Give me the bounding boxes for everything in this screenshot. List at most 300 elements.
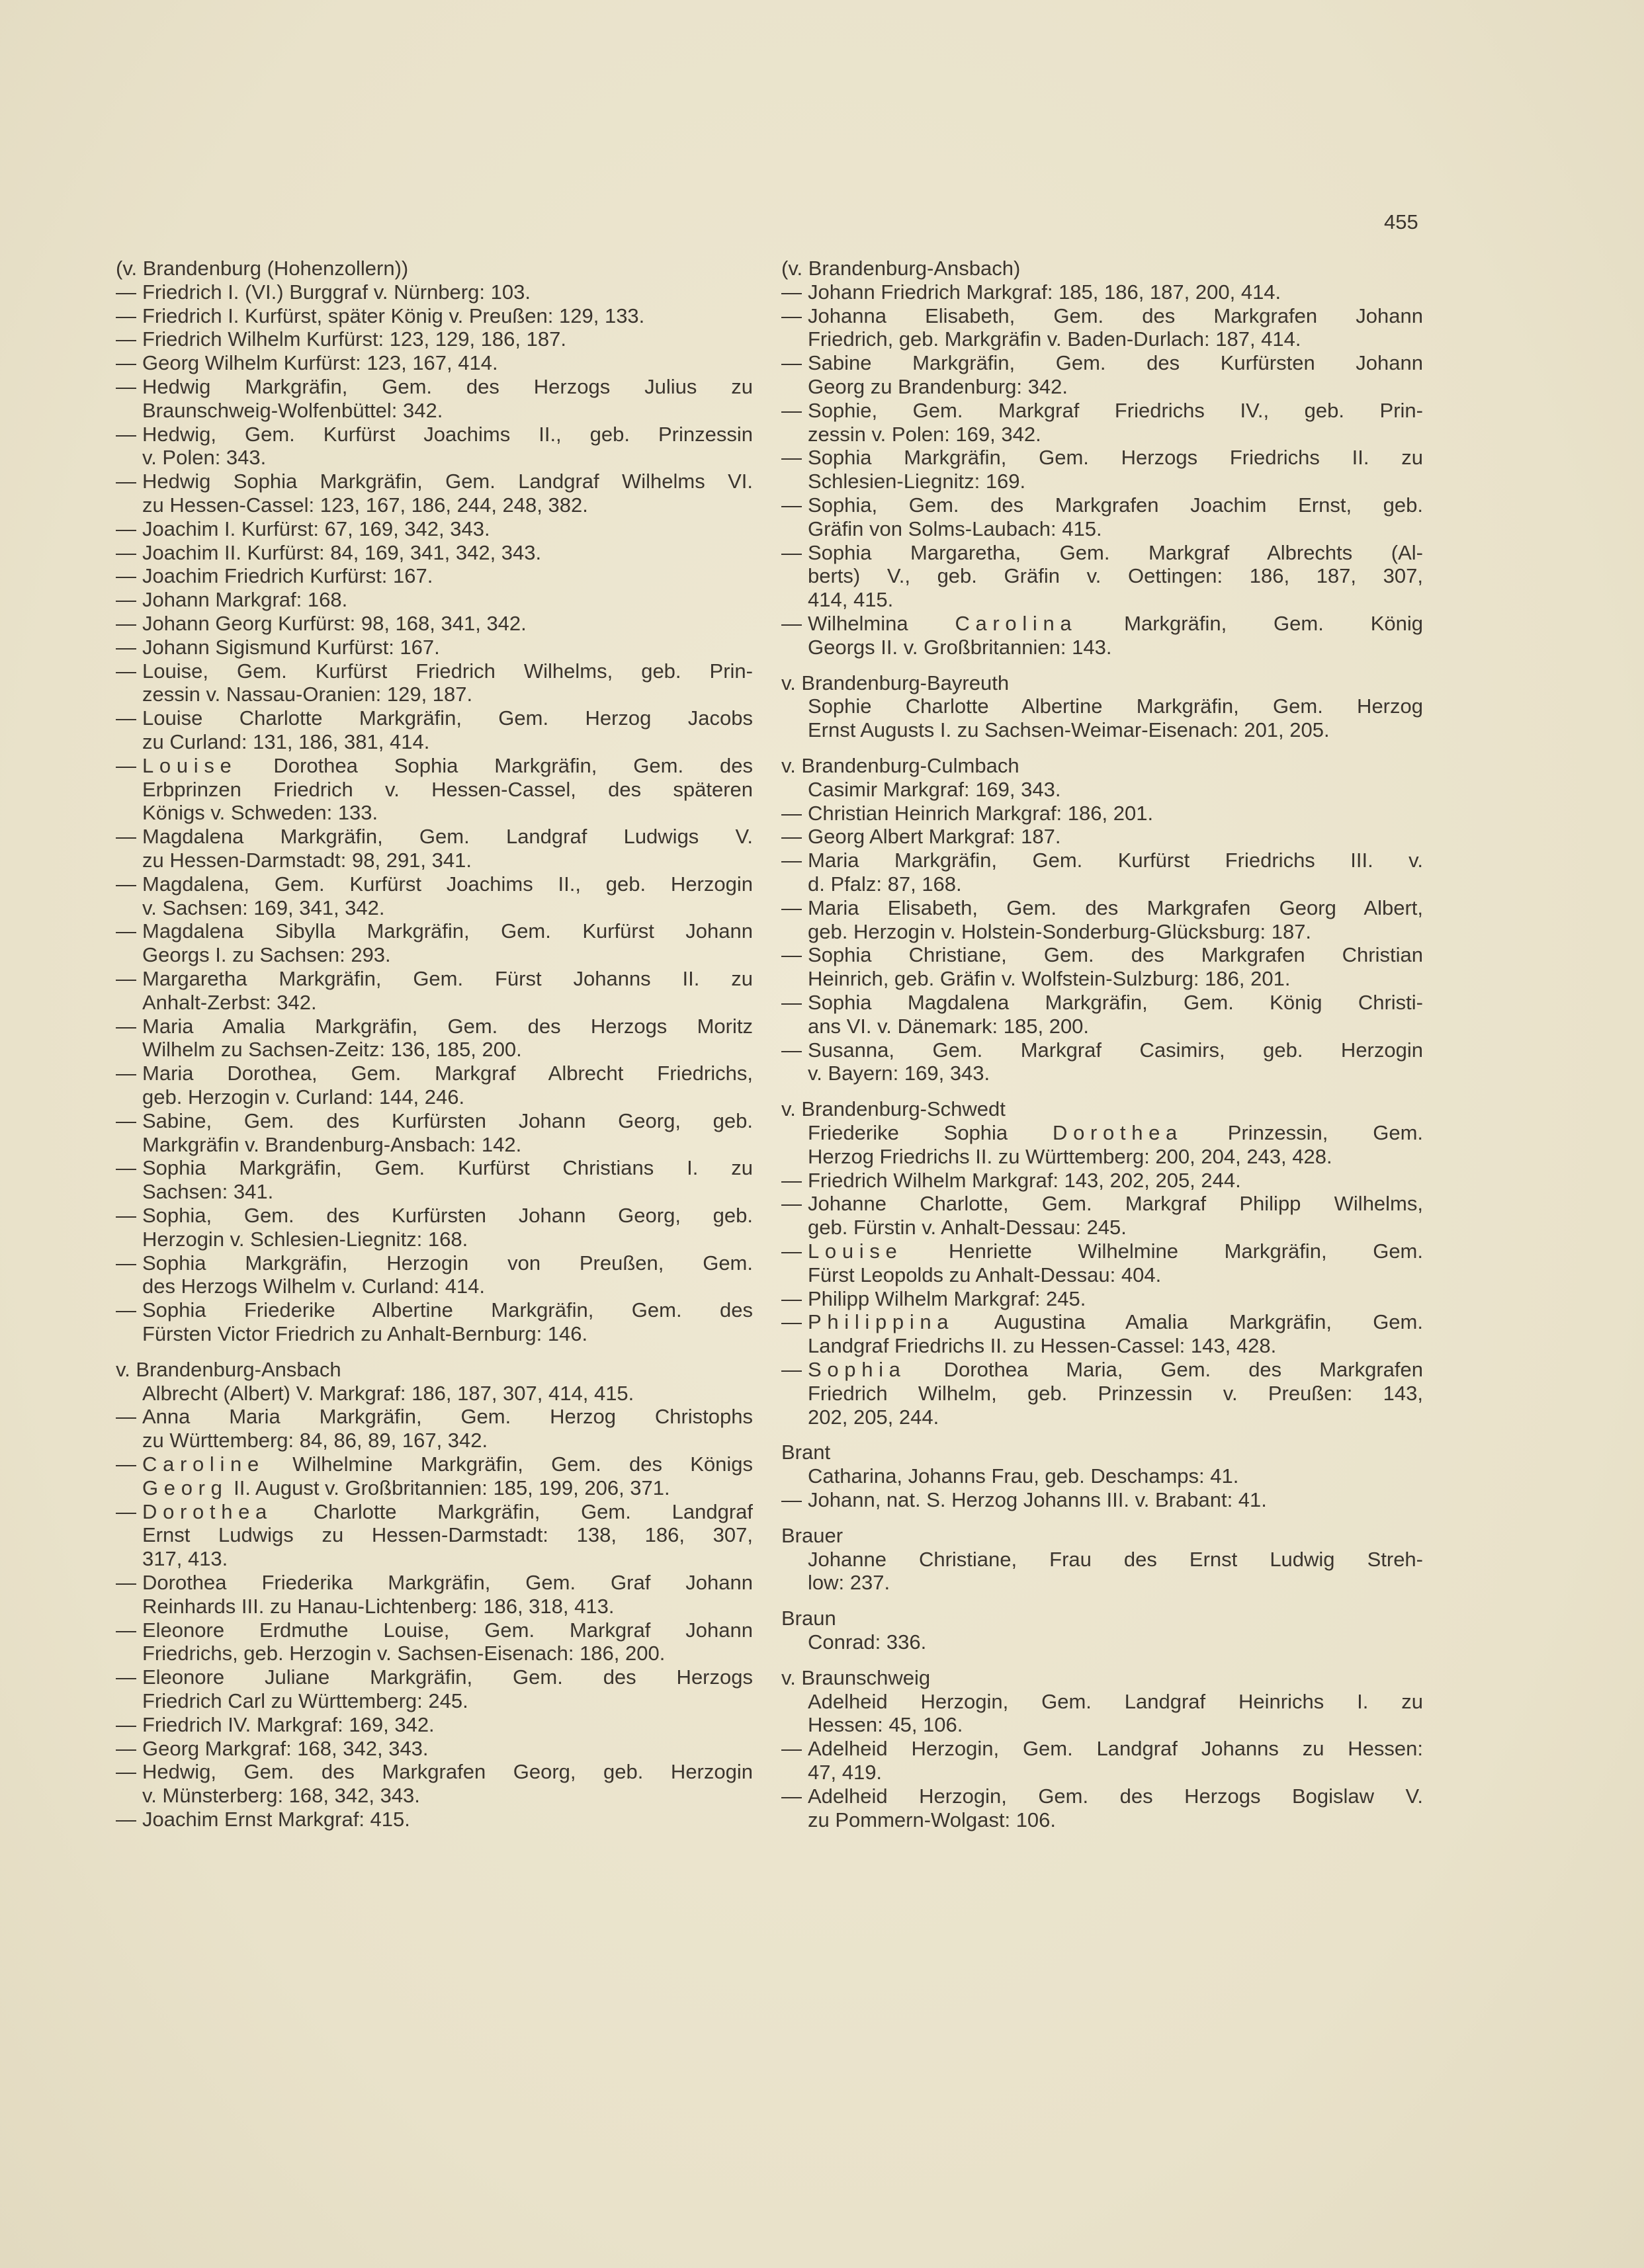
entry-dash: — bbox=[116, 1204, 136, 1227]
index-entry-line bbox=[781, 801, 1154, 825]
heading-text: v. Brandenburg-Culmbach bbox=[781, 754, 1019, 777]
index-entry-line bbox=[142, 991, 317, 1015]
entry-dash: — bbox=[116, 1736, 136, 1760]
entry-dash: — bbox=[781, 1192, 802, 1216]
entry-dash: — bbox=[116, 1298, 136, 1322]
index-entry-line bbox=[808, 375, 1068, 399]
entry-text: Friedrichs, geb. Herzogin v. Sachsen-Eisenach: 186, 200. bbox=[142, 1642, 666, 1665]
index-entry-line bbox=[116, 1665, 753, 1689]
index-group-heading bbox=[781, 1524, 843, 1548]
entry-text: geb. Herzogin v. Holstein-Sonderburg-Glücksburg: 187. bbox=[808, 919, 1312, 943]
entry-dash: — bbox=[116, 517, 136, 540]
entry-text: Joachim Friedrich Kurfürst: 167. bbox=[142, 564, 433, 588]
entry-dash: — bbox=[116, 612, 136, 635]
index-entry-line bbox=[781, 825, 1061, 849]
entry-text: Louise Charlotte Markgräfin, Gem. Herzog Jacobs bbox=[142, 706, 753, 730]
page-number: 455 bbox=[1384, 210, 1418, 233]
entry-text: Georg II. August v. Großbritannien: 185, 199, 206, 371. bbox=[142, 1476, 670, 1499]
entry-text: Eleonore Juliane Markgräfin, Gem. des Herzogs bbox=[142, 1665, 753, 1689]
entry-text: Maria Dorothea, Gem. Markgraf Albrecht Friedrichs, bbox=[142, 1062, 753, 1085]
index-entry-line bbox=[142, 493, 588, 517]
index-entry-line bbox=[116, 706, 753, 730]
entry-text: Maria Elisabeth, Gem. des Markgrafen Georg Albert, bbox=[808, 896, 1423, 919]
index-entry-line bbox=[808, 1630, 926, 1654]
entry-text: Hedwig Sophia Markgräfin, Gem. Landgraf Wilhelms VI. bbox=[142, 470, 753, 493]
entry-text: zessin v. Nassau-Oranien: 129, 187. bbox=[142, 683, 473, 706]
index-entry-line bbox=[116, 635, 440, 659]
entry-text: Sabine Markgräfin, Gem. des Kurfürsten Johann bbox=[808, 351, 1423, 375]
entry-text: Herzog Friedrichs II. zu Württemberg: 200, 204, 243, 428. bbox=[808, 1144, 1332, 1168]
entry-text: zu Curland: 131, 186, 381, 414. bbox=[142, 730, 430, 753]
index-entry-line bbox=[781, 1358, 1423, 1382]
spaced-name: Dorothea bbox=[142, 1499, 273, 1523]
entry-text: Markgräfin v. Brandenburg-Ansbach: 142. bbox=[142, 1132, 522, 1156]
index-entry-line bbox=[781, 896, 1423, 920]
entry-dash: — bbox=[116, 1062, 136, 1085]
entry-text: ans VI. v. Dänemark: 185, 200. bbox=[808, 1014, 1090, 1038]
spaced-name: Dorothea bbox=[1053, 1121, 1183, 1144]
entry-text: Herzogin v. Schlesien-Liegnitz: 168. bbox=[142, 1227, 468, 1251]
entry-dash: — bbox=[116, 1808, 136, 1831]
entry-text: Friedrich Wilhelm Markgraf: 143, 202, 205, 244. bbox=[808, 1168, 1241, 1192]
index-entry-line bbox=[781, 943, 1423, 967]
heading-text: Brant bbox=[781, 1441, 831, 1464]
entry-text: Casimir Markgraf: 169, 343. bbox=[808, 777, 1061, 801]
entry-text: Ernst Augusts I. zu Sachsen-Weimar-Eisenach: 201, 205. bbox=[808, 718, 1330, 742]
entry-text: 202, 205, 244. bbox=[808, 1405, 939, 1429]
entry-dash: — bbox=[781, 1784, 802, 1808]
index-entry-line bbox=[116, 1760, 753, 1784]
entry-text: Adelheid Herzogin, Gem. des Herzogs Bogislaw V. bbox=[808, 1784, 1423, 1808]
entry-text: Sophia, Gem. des Kurfürsten Johann Georg, geb. bbox=[142, 1204, 753, 1227]
heading-text: v. Brandenburg-Schwedt bbox=[781, 1097, 1006, 1121]
index-entry-line bbox=[808, 1334, 1276, 1358]
entry-dash: — bbox=[116, 825, 136, 849]
index-entry-line bbox=[116, 872, 753, 896]
index-entry-line bbox=[116, 967, 753, 991]
entry-text: Maria Amalia Markgräfin, Gem. des Herzogs Moritz bbox=[142, 1014, 753, 1038]
index-entry-line bbox=[116, 1499, 753, 1524]
entry-dash: — bbox=[781, 896, 802, 919]
index-entry-line bbox=[808, 517, 1102, 541]
entry-dash: — bbox=[781, 801, 802, 825]
entry-dash: — bbox=[116, 422, 136, 446]
index-entry-line bbox=[142, 778, 753, 802]
index-entry-line bbox=[808, 778, 1060, 802]
entry-text: Susanna, Gem. Markgraf Casimirs, geb. Herzogin bbox=[808, 1038, 1423, 1062]
entry-text: Magdalena Markgräfin, Gem. Landgraf Ludwigs V. bbox=[142, 825, 753, 849]
index-entry-line bbox=[808, 1464, 1238, 1488]
entry-dash: — bbox=[781, 943, 802, 967]
index-entry-line bbox=[781, 280, 1281, 304]
entry-text: Anna Maria Markgräfin, Gem. Herzog Christophs bbox=[142, 1405, 753, 1429]
index-entry-line bbox=[808, 1548, 1423, 1572]
entry-text: Sophie Charlotte Albertine Markgräfin, Gem. Herzog bbox=[808, 694, 1423, 718]
index-entry-line bbox=[142, 1322, 587, 1346]
index-entry-line bbox=[781, 1168, 1241, 1193]
entry-text: geb. Herzogin v. Curland: 144, 246. bbox=[142, 1085, 465, 1109]
entry-text: Wilhelmina Carolina Markgräfin, Gem. König bbox=[808, 612, 1423, 635]
index-entry-line bbox=[116, 1712, 435, 1737]
entry-text: Sophia Markgräfin, Gem. Kurfürst Christians I. zu bbox=[142, 1156, 753, 1180]
index-entry-line bbox=[142, 1275, 485, 1298]
entry-text: zu Hessen-Cassel: 123, 167, 186, 244, 248, 382. bbox=[142, 493, 588, 517]
entry-text: Georg Albert Markgraf: 187. bbox=[808, 825, 1061, 849]
index-entry-line bbox=[142, 1382, 634, 1406]
entry-text: Friedrich Carl zu Württemberg: 245. bbox=[142, 1689, 468, 1712]
index-entry-line bbox=[808, 1121, 1423, 1145]
index-entry-line bbox=[781, 1239, 1423, 1263]
index-entry-line bbox=[142, 399, 443, 423]
entry-text: Sophia, Gem. des Markgrafen Joachim Ernst, geb. bbox=[808, 493, 1423, 517]
index-entry-line bbox=[781, 612, 1423, 636]
entry-text: Hedwig, Gem. des Markgrafen Georg, geb. Herzogin bbox=[142, 1760, 753, 1784]
entry-dash: — bbox=[116, 351, 136, 375]
entry-text: Anhalt-Zerbst: 342. bbox=[142, 990, 317, 1014]
entry-dash: — bbox=[116, 1452, 136, 1476]
index-entry-line bbox=[808, 1406, 939, 1429]
entry-text: Magdalena, Gem. Kurfürst Joachims II., geb. Herzogin bbox=[142, 872, 753, 896]
index-entry-line bbox=[116, 1618, 753, 1642]
entry-dash: — bbox=[781, 1310, 802, 1334]
index-group-heading bbox=[116, 1358, 341, 1382]
entry-dash: — bbox=[781, 304, 802, 327]
spaced-name: Georg bbox=[142, 1476, 228, 1499]
index-entry-line bbox=[142, 1085, 464, 1109]
index-entry-line bbox=[116, 540, 542, 565]
index-entry-line bbox=[142, 1595, 614, 1618]
entry-text: Sophia Margaretha, Gem. Markgraf Albrechts (Al- bbox=[808, 540, 1423, 564]
index-entry-line bbox=[116, 588, 348, 612]
entry-text: Albrecht (Albert) V. Markgraf: 186, 187, 307, 414, 415. bbox=[142, 1381, 634, 1405]
index-entry-line bbox=[142, 1429, 488, 1452]
entry-text: Schlesien-Liegnitz: 169. bbox=[808, 470, 1026, 493]
entry-text: Sophia Friederike Albertine Markgräfin, Gem. des bbox=[142, 1298, 753, 1322]
entry-dash: — bbox=[116, 1760, 136, 1784]
heading-text: Brauer bbox=[781, 1523, 844, 1547]
entry-text: v. Sachsen: 169, 341, 342. bbox=[142, 896, 385, 919]
index-entry-line bbox=[142, 1180, 273, 1204]
index-entry-line bbox=[808, 588, 893, 612]
index-entry-line bbox=[142, 801, 378, 825]
entry-text: Gräfin von Solms-Laubach: 415. bbox=[808, 517, 1102, 540]
entry-text: Adelheid Herzogin, Gem. Landgraf Johanns zu Hessen: bbox=[808, 1737, 1423, 1761]
entry-dash: — bbox=[116, 706, 136, 730]
index-entry-line bbox=[781, 1488, 1267, 1512]
index-entry-line bbox=[781, 1784, 1423, 1808]
spaced-name: Sophia bbox=[808, 1358, 906, 1381]
index-group-heading bbox=[116, 257, 408, 280]
entry-text: Wilhelm zu Sachsen-Zeitz: 136, 185, 200. bbox=[142, 1038, 522, 1062]
index-entry-line bbox=[142, 1689, 468, 1713]
index-entry-line bbox=[781, 991, 1423, 1015]
entry-text: Reinhards III. zu Hanau-Lichtenberg: 186, 318, 413. bbox=[142, 1594, 615, 1618]
index-entry-line bbox=[142, 1642, 665, 1665]
index-entry-line bbox=[808, 1808, 1056, 1832]
index-entry-line bbox=[116, 612, 527, 636]
entry-text: Eleonore Erdmuthe Louise, Gem. Markgraf Johann bbox=[142, 1618, 753, 1642]
index-entry-line bbox=[808, 564, 1423, 588]
entry-dash: — bbox=[781, 612, 802, 635]
index-entry-line bbox=[808, 1216, 1127, 1239]
entry-text: Margaretha Markgräfin, Gem. Fürst Johanns II. zu bbox=[142, 967, 753, 990]
entry-text: Sophia Dorothea Maria, Gem. des Markgrafen bbox=[808, 1358, 1423, 1381]
entry-dash: — bbox=[781, 1488, 802, 1511]
entry-text: geb. Fürstin v. Anhalt-Dessau: 245. bbox=[808, 1216, 1127, 1239]
entry-text: Joachim I. Kurfürst: 67, 169, 342, 343. bbox=[142, 517, 490, 540]
entry-dash: — bbox=[116, 280, 136, 304]
entry-text: low: 237. bbox=[808, 1571, 890, 1595]
index-entry-line bbox=[808, 636, 1111, 659]
entry-text: Philipp Wilhelm Markgraf: 245. bbox=[808, 1286, 1086, 1310]
entry-dash: — bbox=[781, 540, 802, 564]
entry-text: Fürsten Victor Friedrich zu Anhalt-Bernburg: 146. bbox=[142, 1322, 588, 1345]
index-entry-line bbox=[116, 327, 566, 351]
entry-text: v. Münsterberg: 168, 342, 343. bbox=[142, 1784, 420, 1808]
index-entry-line bbox=[116, 1204, 753, 1228]
entry-dash: — bbox=[116, 1499, 136, 1523]
index-entry-line bbox=[142, 1476, 670, 1500]
entry-dash: — bbox=[116, 564, 136, 588]
entry-text: Heinrich, geb. Gräfin v. Wolfstein-Sulzburg: 186, 201. bbox=[808, 967, 1291, 991]
entry-text: Hedwig Markgräfin, Gem. des Herzogs Julius zu bbox=[142, 375, 753, 398]
index-entry-line bbox=[142, 1547, 228, 1571]
entry-text: Sophia Magdalena Markgräfin, Gem. König Christi- bbox=[808, 991, 1423, 1014]
index-entry-line bbox=[142, 943, 391, 967]
index-entry-line bbox=[142, 446, 266, 470]
index-entry-line bbox=[116, 1452, 753, 1476]
index-entry-line bbox=[142, 1523, 753, 1547]
index-entry-line bbox=[781, 1737, 1423, 1761]
entry-text: Johanna Elisabeth, Gem. des Markgrafen Johann bbox=[808, 304, 1423, 327]
entry-text: Ernst Ludwigs zu Hessen-Darmstadt: 138, 186, 307, bbox=[142, 1523, 753, 1547]
entry-text: Sophia Markgräfin, Gem. Herzogs Friedrichs II. zu bbox=[808, 446, 1423, 470]
entry-dash: — bbox=[781, 1358, 802, 1381]
index-entry-line bbox=[781, 493, 1423, 517]
entry-dash: — bbox=[781, 446, 802, 470]
entry-text: 317, 413. bbox=[142, 1547, 228, 1571]
index-group-heading bbox=[781, 754, 1019, 778]
entry-text: Friedrich Wilhelm, geb. Prinzessin v. Preußen: 143, bbox=[808, 1381, 1423, 1405]
index-entry-line bbox=[142, 1133, 521, 1157]
index-entry-line bbox=[116, 375, 753, 399]
entry-text: Erbprinzen Friedrich v. Hessen-Cassel, des späteren bbox=[142, 777, 753, 801]
index-entry-line bbox=[808, 967, 1290, 991]
entry-dash: — bbox=[116, 872, 136, 896]
entry-text: Conrad: 336. bbox=[808, 1630, 927, 1654]
entry-dash: — bbox=[116, 967, 136, 990]
entry-text: Georgs II. v. Großbritannien: 143. bbox=[808, 635, 1112, 659]
entry-dash: — bbox=[116, 1156, 136, 1180]
entry-dash: — bbox=[116, 304, 136, 327]
entry-text: 414, 415. bbox=[808, 588, 894, 612]
index-entry-line bbox=[116, 1109, 753, 1133]
entry-text: zu Hessen-Darmstadt: 98, 291, 341. bbox=[142, 849, 472, 872]
entry-text: Sachsen: 341. bbox=[142, 1180, 274, 1204]
entry-text: zu Pommern-Wolgast: 106. bbox=[808, 1808, 1057, 1831]
spaced-name: Louise bbox=[142, 753, 238, 777]
index-entry-line bbox=[116, 1062, 753, 1085]
index-entry-line bbox=[116, 1251, 753, 1275]
entry-dash: — bbox=[781, 398, 802, 422]
entry-text: Friedrich I. Kurfürst, später König v. Preußen: 129, 133. bbox=[142, 304, 645, 327]
entry-dash: — bbox=[781, 1737, 802, 1761]
index-entry-line bbox=[808, 327, 1301, 351]
entry-dash: — bbox=[781, 1239, 802, 1263]
index-entry-line bbox=[116, 1298, 753, 1322]
entry-dash: — bbox=[781, 1038, 802, 1062]
spaced-name: Caroline bbox=[142, 1452, 265, 1476]
entry-text: Friedrich Wilhelm Kurfürst: 123, 129, 186, 187. bbox=[142, 327, 566, 351]
index-entry-line bbox=[808, 1145, 1332, 1169]
entry-text: Louise, Gem. Kurfürst Friedrich Wilhelms, geb. Prin- bbox=[142, 659, 753, 683]
entry-text: Johann Georg Kurfürst: 98, 168, 341, 342. bbox=[142, 612, 527, 635]
index-entry-line bbox=[142, 1038, 522, 1062]
entry-text: des Herzogs Wilhelm v. Curland: 414. bbox=[142, 1275, 486, 1298]
index-entry-line bbox=[116, 517, 490, 541]
index-entry-line bbox=[116, 280, 531, 304]
index-entry-line bbox=[781, 1286, 1086, 1311]
entry-text: Maria Markgräfin, Gem. Kurfürst Friedrichs III. v. bbox=[808, 849, 1423, 872]
index-entry-line bbox=[808, 1761, 882, 1785]
entry-text: Georg Markgraf: 168, 342, 343. bbox=[142, 1736, 429, 1760]
entry-text: zu Württemberg: 84, 86, 89, 167, 342. bbox=[142, 1429, 488, 1452]
heading-text: v. Brandenburg-Ansbach bbox=[116, 1357, 341, 1381]
entry-text: Sophia Christiane, Gem. des Markgrafen Christian bbox=[808, 943, 1423, 967]
index-entry-line bbox=[781, 1310, 1423, 1334]
entry-dash: — bbox=[116, 1571, 136, 1594]
entry-dash: — bbox=[116, 470, 136, 493]
index-entry-line bbox=[781, 304, 1423, 328]
index-entry-line bbox=[781, 1038, 1423, 1062]
entry-text: Magdalena Sibylla Markgräfin, Gem. Kurfürst Johann bbox=[142, 919, 753, 943]
index-entry-line bbox=[116, 422, 753, 446]
index-entry-line bbox=[116, 1405, 753, 1429]
index-entry-line bbox=[116, 753, 753, 778]
index-entry-line bbox=[781, 540, 1423, 565]
index-entry-line bbox=[808, 423, 1041, 446]
entry-text: d. Pfalz: 87, 168. bbox=[808, 872, 962, 896]
heading-text: v. Brandenburg-Bayreuth bbox=[781, 671, 1010, 694]
entry-dash: — bbox=[116, 1251, 136, 1275]
entry-text: Braunschweig-Wolfenbüttel: 342. bbox=[142, 398, 443, 422]
entry-dash: — bbox=[116, 1618, 136, 1642]
entry-text: Georg Wilhelm Kurfürst: 123, 167, 414. bbox=[142, 351, 498, 375]
index-entry-line bbox=[781, 849, 1423, 872]
entry-text: berts) V., geb. Gräfin v. Oettingen: 186, 187, 307, bbox=[808, 564, 1423, 588]
entry-text: Joachim II. Kurfürst: 84, 169, 341, 342, 343. bbox=[142, 540, 542, 564]
index-entry-line bbox=[808, 1571, 890, 1595]
entry-text: Christian Heinrich Markgraf: 186, 201. bbox=[808, 801, 1154, 825]
index-entry-line bbox=[142, 896, 385, 920]
entry-text: Philippina Augustina Amalia Markgräfin, Gem. bbox=[808, 1310, 1423, 1334]
spaced-name: Louise bbox=[808, 1239, 903, 1263]
index-entry-line bbox=[116, 1571, 753, 1595]
index-entry-line bbox=[116, 825, 753, 849]
entry-dash: — bbox=[781, 849, 802, 872]
entry-text: Sophia Markgräfin, Herzogin von Preußen, Gem. bbox=[142, 1251, 753, 1275]
index-entry-line bbox=[142, 849, 472, 872]
index-entry-line bbox=[781, 398, 1423, 423]
index-group-heading bbox=[781, 1607, 836, 1630]
index-entry-line bbox=[781, 446, 1423, 470]
index-group-heading bbox=[781, 1666, 930, 1690]
entry-dash: — bbox=[781, 825, 802, 849]
index-entry-line bbox=[116, 1808, 410, 1831]
index-group-heading bbox=[781, 1097, 1006, 1121]
entry-text: Königs v. Schweden: 133. bbox=[142, 801, 378, 825]
entry-text: Friederike Sophia Dorothea Prinzessin, Gem. bbox=[808, 1121, 1424, 1144]
index-entry-line bbox=[808, 872, 962, 896]
entry-dash: — bbox=[781, 280, 802, 304]
index-entry-line bbox=[808, 718, 1330, 742]
index-entry-line bbox=[808, 1062, 990, 1085]
index-entry-line bbox=[116, 1156, 753, 1180]
heading-text: (v. Brandenburg (Hohenzollern)) bbox=[116, 257, 409, 280]
entry-text: Johann, nat. S. Herzog Johanns III. v. Brabant: 41. bbox=[808, 1488, 1267, 1511]
entry-text: Fürst Leopolds zu Anhalt-Dessau: 404. bbox=[808, 1263, 1162, 1286]
entry-dash: — bbox=[781, 351, 802, 375]
entry-dash: — bbox=[781, 493, 802, 517]
heading-text: (v. Brandenburg-Ansbach) bbox=[781, 257, 1021, 280]
index-group-heading bbox=[781, 1441, 830, 1464]
entry-text: Johanne Charlotte, Gem. Markgraf Philipp Wilhelms, bbox=[808, 1192, 1423, 1216]
index-entry-line bbox=[808, 1263, 1161, 1287]
entry-text: Friedrich, geb. Markgräfin v. Baden-Durlach: 187, 414. bbox=[808, 327, 1301, 351]
entry-text: Friedrich I. (VI.) Burggraf v. Nürnberg: 103. bbox=[142, 280, 531, 304]
entry-text: zessin v. Polen: 169, 342. bbox=[808, 422, 1041, 446]
index-entry-line bbox=[116, 351, 498, 375]
entry-dash: — bbox=[116, 919, 136, 943]
entry-text: Dorothea Charlotte Markgräfin, Gem. Landgraf bbox=[142, 1499, 753, 1523]
index-entry-line bbox=[808, 1690, 1423, 1714]
entry-text: v. Bayern: 169, 343. bbox=[808, 1062, 990, 1085]
entry-dash: — bbox=[116, 1014, 136, 1038]
entry-dash: — bbox=[116, 1109, 136, 1132]
spaced-name: Carolina bbox=[955, 612, 1078, 635]
index-entry-line bbox=[808, 1015, 1089, 1038]
entry-dash: — bbox=[116, 1665, 136, 1689]
index-group-heading bbox=[781, 671, 1009, 695]
entry-dash: — bbox=[116, 588, 136, 612]
entry-dash: — bbox=[116, 1712, 136, 1736]
index-entry-line bbox=[808, 1713, 963, 1737]
entry-text: Johann Sigismund Kurfürst: 167. bbox=[142, 635, 440, 659]
index-entry-line bbox=[116, 1736, 429, 1761]
heading-text: Braun bbox=[781, 1607, 836, 1630]
entry-text: Hessen: 45, 106. bbox=[808, 1713, 963, 1737]
entry-text: Georg zu Brandenburg: 342. bbox=[808, 375, 1068, 398]
index-entry-line bbox=[116, 919, 753, 943]
index-entry-line bbox=[808, 920, 1311, 944]
index-entry-line bbox=[116, 564, 433, 588]
entry-dash: — bbox=[116, 635, 136, 659]
entry-dash: — bbox=[116, 327, 136, 351]
entry-text: Caroline Wilhelmine Markgräfin, Gem. des Königs bbox=[142, 1452, 753, 1476]
entry-dash: — bbox=[116, 659, 136, 683]
entry-text: 47, 419. bbox=[808, 1761, 883, 1784]
index-entry-line bbox=[116, 304, 645, 328]
index-entry-line bbox=[116, 1014, 753, 1038]
index-entry-line bbox=[142, 1784, 420, 1808]
entry-text: Johann Friedrich Markgraf: 185, 186, 187, 200, 414. bbox=[808, 280, 1281, 304]
index-entry-line bbox=[142, 1228, 468, 1251]
entry-text: Hedwig, Gem. Kurfürst Joachims II., geb. Prinzessin bbox=[142, 422, 753, 446]
spaced-name: Philippina bbox=[808, 1310, 955, 1334]
entry-text: Johanne Christiane, Frau des Ernst Ludwig Streh- bbox=[808, 1547, 1423, 1571]
index-entry-line bbox=[781, 351, 1423, 375]
entry-text: Adelheid Herzogin, Gem. Landgraf Heinrichs I. zu bbox=[808, 1689, 1423, 1713]
